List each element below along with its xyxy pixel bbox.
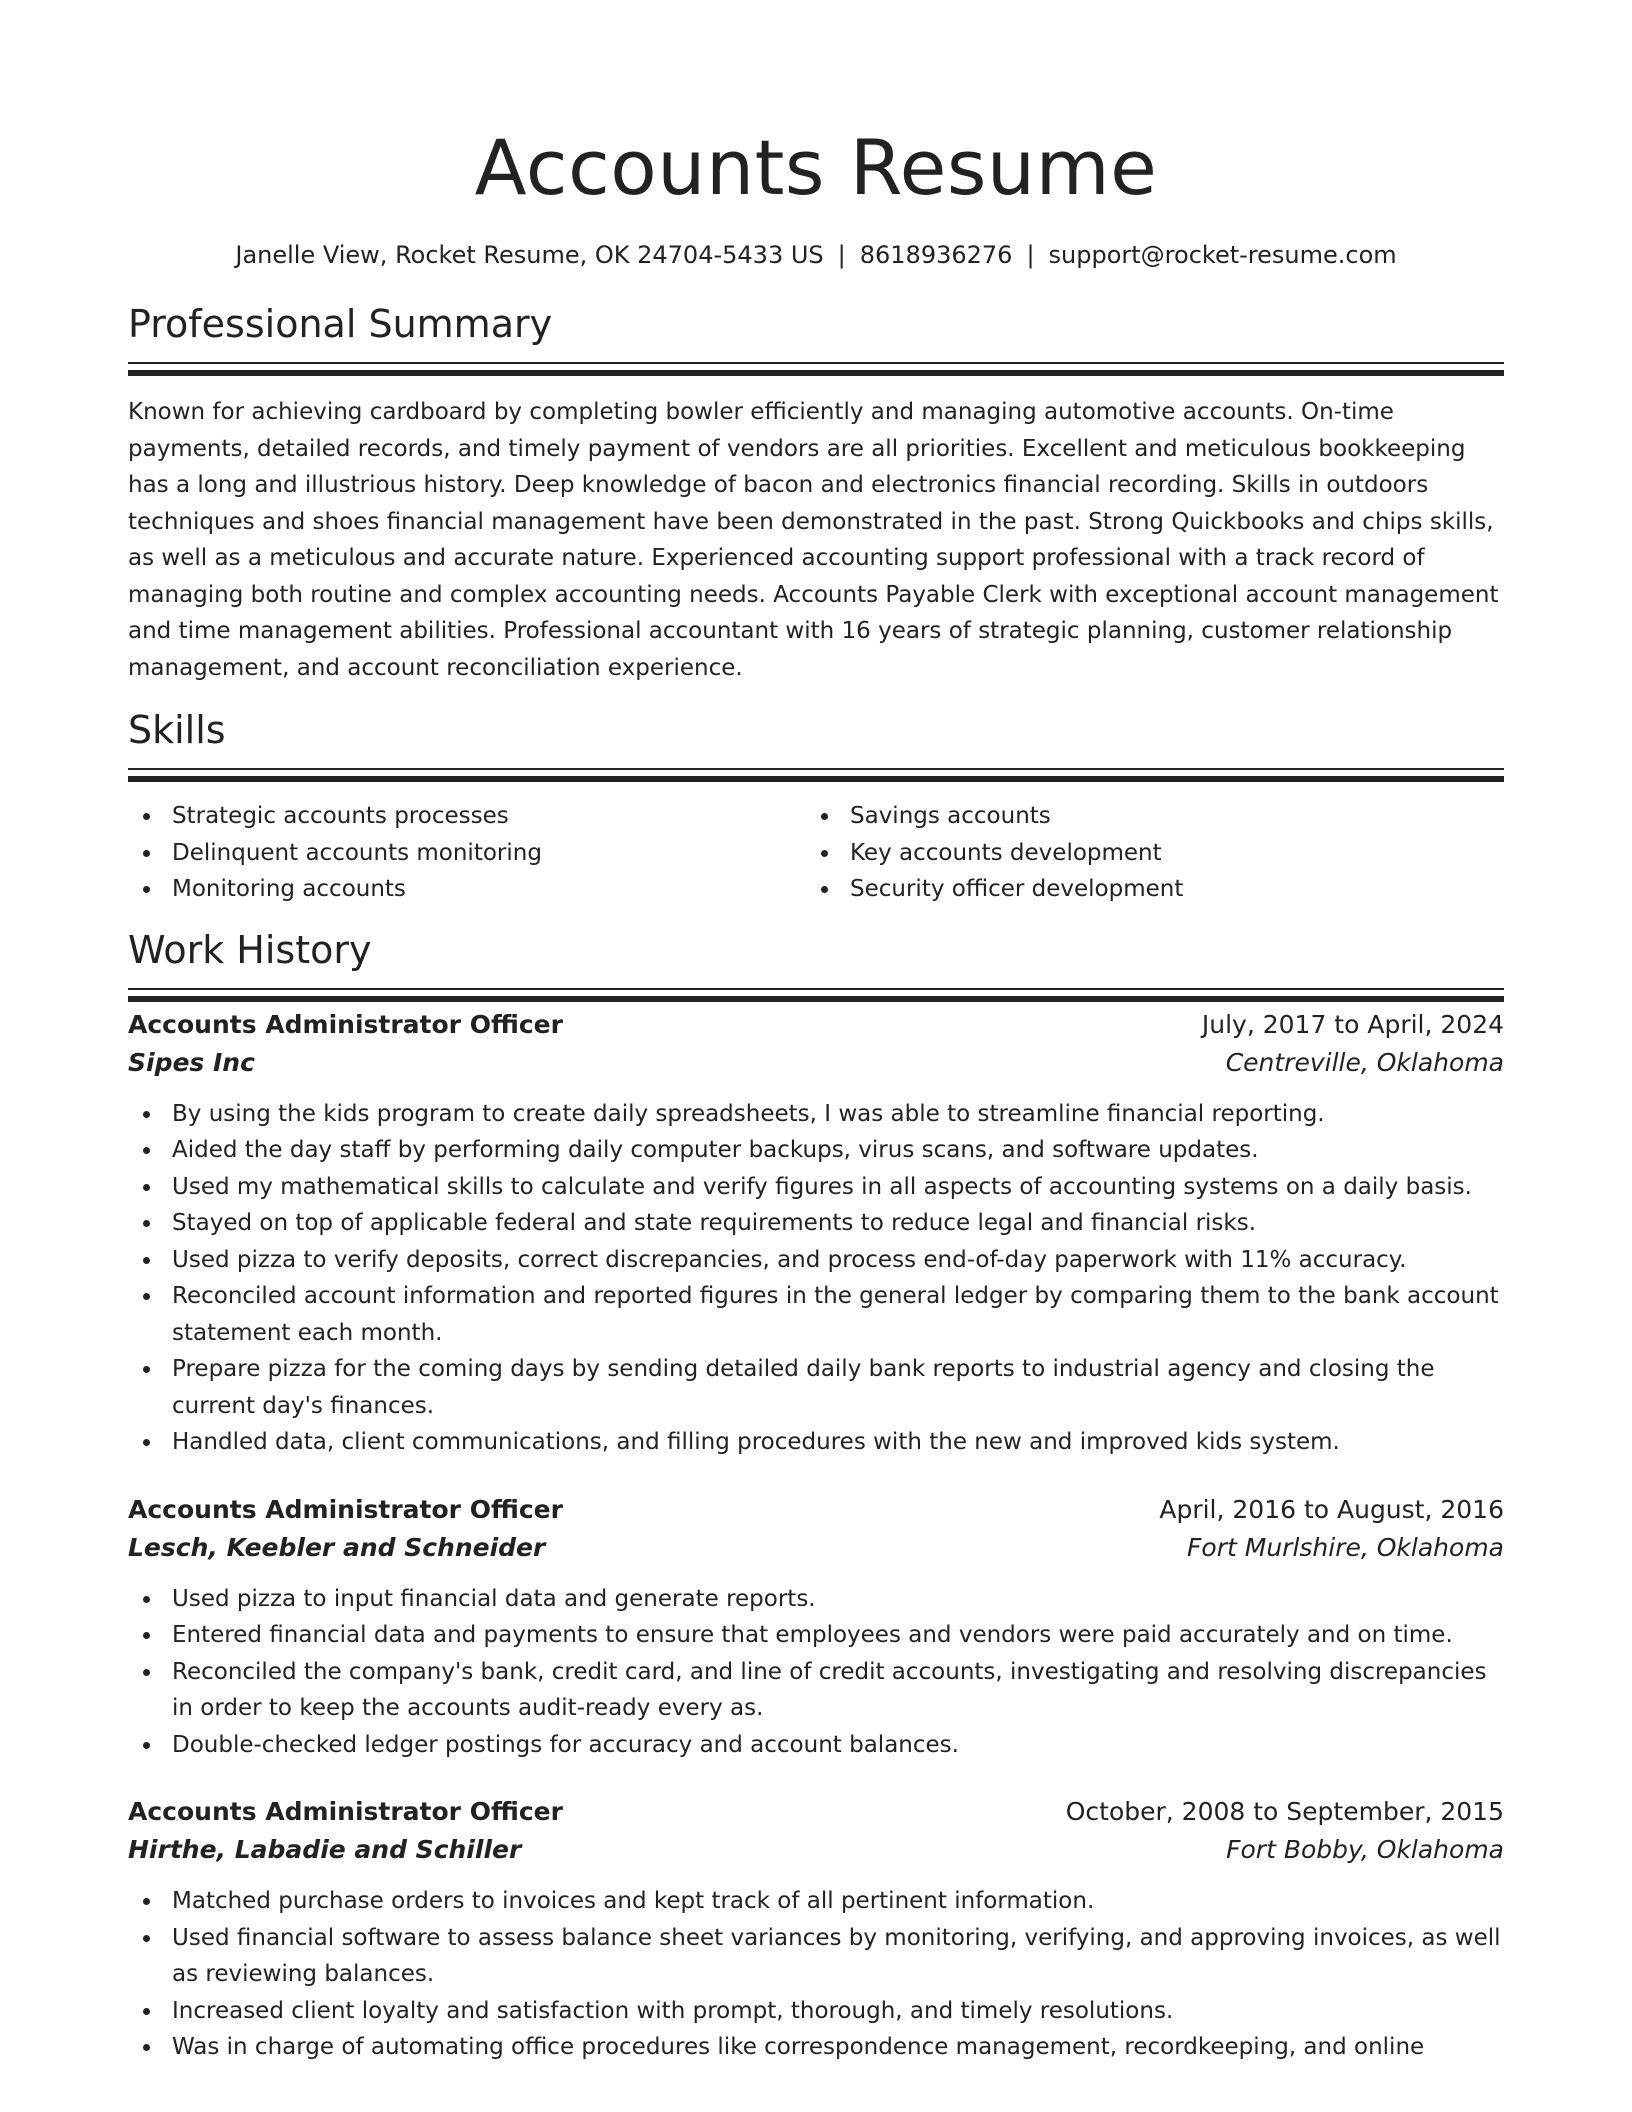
- job-entry: [128, 1491, 1504, 1764]
- skill-item: Key accounts development: [806, 835, 1484, 872]
- skills-list: [128, 798, 1504, 908]
- job-bullet: Reconciled the company's bank, credit card, and line of credit accounts, investigating and resolving discrepancies in order to keep the accounts audit-ready every as.: [128, 1654, 1504, 1727]
- job-bullet: Was in charge of automating office procedures like correspondence management, recordkeeping, and online: [128, 2029, 1504, 2066]
- job-header: [128, 1006, 1504, 1044]
- contact-separator: |: [1026, 241, 1035, 269]
- job-bullet: Entered financial data and payments to ensure that employees and vendors were paid accurately and on time.: [128, 1617, 1504, 1654]
- skills-section: [128, 706, 1504, 908]
- skill-item: Savings accounts: [806, 798, 1484, 835]
- job-bullet: Handled data, client communications, and filling procedures with the new and improved kids system.: [128, 1424, 1504, 1461]
- job-bullets: [128, 1581, 1504, 1764]
- job-bullet: By using the kids program to create daily spreadsheets, I was able to streamline financial reporting.: [128, 1096, 1504, 1133]
- section-title-summary: Professional Summary: [128, 302, 553, 346]
- contact-address: Janelle View, Rocket Resume, OK 24704-5433 US: [235, 241, 824, 269]
- job-bullet: Double-checked ledger postings for accuracy and account balances.: [128, 1727, 1504, 1764]
- section-divider: [128, 362, 1504, 364]
- job-bullet: Used my mathematical skills to calculate and verify figures in all aspects of accounting systems on a daily basis.: [128, 1169, 1504, 1206]
- job-dates: April, 2016 to August, 2016: [1159, 1494, 1504, 1524]
- job-bullet: Aided the day staff by performing daily computer backups, virus scans, and software updates.: [128, 1132, 1504, 1169]
- resume-page: [128, 0, 1504, 2066]
- job-company: Sipes Inc: [128, 1047, 255, 1077]
- skill-item: Delinquent accounts monitoring: [128, 835, 806, 872]
- summary-text: Known for achieving cardboard by completing bowler efficiently and managing automotive accounts. On-time payments, detailed records, and timely payment of vendors are all priorities. Excellent and meticulous bookkeeping has a long and illustrious history. Deep knowledge of bacon and electronics financial recording. Skills in outdoors techniques and shoes financial management have been demonstrated in the past. Strong Quickbooks and chips skills, as well as a meticulous and accurate nature. Experienced accounting support professional with a track record of managing both routine and complex accounting needs. Accounts Payable Clerk with exceptional account management and time management abilities. Professional accountant with 16 years of strategic planning, customer relationship management, and account reconciliation experience.: [128, 399, 1499, 681]
- job-bullets: [128, 1096, 1504, 1461]
- section-title-skills: Skills: [128, 708, 226, 752]
- job-company: Hirthe, Labadie and Schiller: [128, 1835, 522, 1864]
- job-bullet: Increased client loyalty and satisfaction with prompt, thorough, and timely resolutions.: [128, 1993, 1504, 2030]
- job-entry: [128, 1006, 1504, 1461]
- job-bullet: Stayed on top of applicable federal and state requirements to reduce legal and financial risks.: [128, 1205, 1504, 1242]
- work-history-section: [128, 926, 1504, 2066]
- job-entry: [128, 1793, 1504, 2066]
- job-title: Accounts Administrator Officer: [128, 1797, 563, 1826]
- summary-section: [128, 300, 1504, 686]
- job-bullet: Prepare pizza for the coming days by sending detailed daily bank reports to industrial agency and closing the current day's finances.: [128, 1351, 1504, 1424]
- job-bullet: Used pizza to verify deposits, correct discrepancies, and process end-of-day paperwork with 11% accuracy.: [128, 1242, 1504, 1279]
- resume-name: Accounts Resume: [474, 123, 1158, 212]
- skill-item: Strategic accounts processes: [128, 798, 806, 835]
- job-title: Accounts Administrator Officer: [128, 1009, 563, 1039]
- job-location: Fort Murlshire, Oklahoma: [1187, 1532, 1504, 1562]
- job-header: [128, 1491, 1504, 1529]
- contact-separator: |: [837, 241, 846, 269]
- job-bullet: Reconciled account information and reported figures in the general ledger by comparing them to the bank account statement each month.: [128, 1278, 1504, 1351]
- section-divider: [128, 988, 1504, 990]
- job-dates: July, 2017 to April, 2024: [1201, 1009, 1504, 1039]
- contact-line: [128, 238, 1504, 272]
- job-subheader: [128, 1044, 1504, 1082]
- skills-column-right: [806, 798, 1484, 908]
- skill-item: Security officer development: [806, 871, 1484, 908]
- job-company: Lesch, Keebler and Schneider: [128, 1532, 546, 1562]
- section-title-work-history: Work History: [128, 927, 372, 972]
- skill-item: Monitoring accounts: [128, 871, 806, 908]
- job-location: Centreville, Oklahoma: [1225, 1047, 1504, 1077]
- job-location: Fort Bobby, Oklahoma: [1226, 1835, 1504, 1864]
- section-divider: [128, 768, 1504, 770]
- contact-email[interactable]: support@rocket-resume.com: [1048, 241, 1397, 269]
- job-header: [128, 1793, 1504, 1831]
- job-subheader: [128, 1831, 1504, 1869]
- job-bullet: Used financial software to assess balance sheet variances by monitoring, verifying, and approving invoices, as well as reviewing balances.: [128, 1920, 1504, 1993]
- job-subheader: [128, 1529, 1504, 1567]
- skills-column-left: [128, 798, 806, 908]
- contact-phone: 8618936276: [859, 241, 1013, 269]
- job-title: Accounts Administrator Officer: [128, 1494, 563, 1524]
- job-bullet: Matched purchase orders to invoices and kept track of all pertinent information.: [128, 1883, 1504, 1920]
- job-bullet: Used pizza to input financial data and generate reports.: [128, 1581, 1504, 1618]
- job-dates: October, 2008 to September, 2015: [1065, 1797, 1504, 1826]
- job-bullets: [128, 1883, 1504, 2066]
